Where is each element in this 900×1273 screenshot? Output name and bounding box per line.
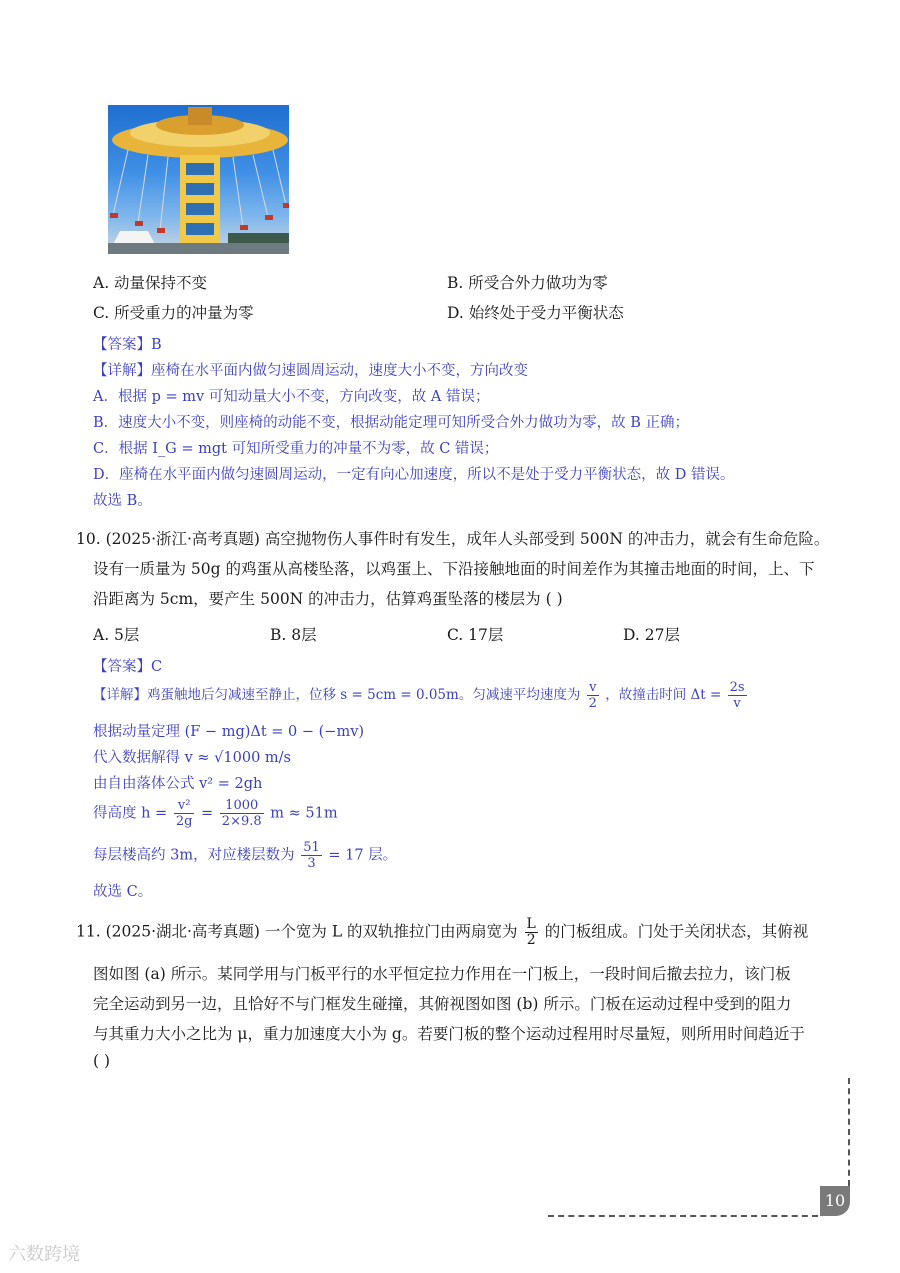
swing-ride-illustration <box>108 105 289 254</box>
fraction <box>525 917 538 948</box>
q11-stem-line: 图如图 (a) 所示。某同学用与门板平行的水平恒定拉力作用在一门板上，一段时间后撤去拉力，该门板 <box>93 965 791 983</box>
fraction-denominator: 2g <box>175 814 193 829</box>
fraction <box>587 680 599 711</box>
fraction-denominator: 3 <box>307 856 316 871</box>
q10-option-c: C. 17层 <box>447 626 504 644</box>
q10-detail-line-4: 由自由落体公式 v² = 2gh <box>93 776 263 792</box>
fraction <box>728 680 747 711</box>
q9-option-d: D. 始终处于受力平衡状态 <box>447 304 624 322</box>
q9-detail-line: B．速度大小不变，则座椅的动能不变，根据动能定理可知所受合外力做功为零，故 B 正确； <box>93 415 690 431</box>
q10-detail-6-text: 每层楼高约 3m，对应楼层数为 <box>93 847 295 864</box>
q11-stem-1-text: 11. (2025·湖北·高考真题) 一个宽为 L 的双轨推拉门由两扇宽为 <box>76 922 518 941</box>
q11-stem-line-1 <box>76 917 808 948</box>
q10-detail-5-post: m ≈ 51m <box>270 805 338 822</box>
q10-option-b: B. 8层 <box>270 626 317 644</box>
dashed-border-horizontal <box>548 1215 818 1217</box>
q10-option-a: A. 5层 <box>93 626 140 644</box>
q11-stem-line: ( ) <box>93 1052 111 1070</box>
q10-detail-line-2: 根据动量定理 (F − mg)Δt = 0 − (−mv) <box>93 724 365 740</box>
q11-stem-1-post: 的门板组成。门处于关闭状态，其俯视 <box>544 922 809 941</box>
fraction <box>220 798 264 829</box>
q10-detail-1-mid: ，故撞击时间 Δt = <box>605 687 722 703</box>
fraction <box>301 840 322 871</box>
q10-detail-5-eq: = <box>201 805 214 822</box>
fraction-denominator: 2 <box>588 696 597 711</box>
q10-option-d: D. 27层 <box>623 626 680 644</box>
dashed-border-vertical <box>848 1078 850 1186</box>
q10-detail-6-post: = 17 层。 <box>328 847 398 864</box>
fraction-numerator: v <box>587 680 599 696</box>
q10-detail-line-5 <box>93 798 338 829</box>
q9-answer: 【答案】B <box>93 337 162 353</box>
q9-detail-line: A．根据 p = mv 可知动量大小不变，方向改变，故 A 错误； <box>93 389 490 405</box>
fraction-denominator: v <box>733 696 741 711</box>
q10-stem-line: 设有一质量为 50g 的鸡蛋从高楼坠落，以鸡蛋上、下沿接触地面的时间差作为其撞击地面的时间，上、下 <box>93 560 815 578</box>
q10-stem-line: 10. (2025·浙江·高考真题) 高空抛物伤人事件时有发生，成年人头部受到 500N 的冲击力，就会有生命危险。 <box>76 530 830 548</box>
q9-detail-line: C．根据 I_G = mgt 可知所受重力的冲量不为零，故 C 错误； <box>93 441 499 457</box>
q10-detail-line-1 <box>93 680 749 711</box>
fraction-numerator: L <box>526 916 536 932</box>
q10-detail-line-6 <box>93 840 397 871</box>
q10-detail-1-text: 【详解】鸡蛋触地后匀减速至静止，位移 s = 5cm = 0.05m。匀减速平均速度为 <box>93 687 581 703</box>
fraction-numerator: 1000 <box>220 798 264 814</box>
q10-detail-line-3: 代入数据解得 v ≈ √1000 m/s <box>93 750 291 766</box>
q9-option-c: C. 所受重力的冲量为零 <box>93 304 254 322</box>
q9-option-b: B. 所受合外力做功为零 <box>447 274 608 292</box>
fraction-denominator: 2 <box>526 932 536 948</box>
watermark-logo: 六数跨境 <box>8 1244 80 1265</box>
q9-detail-line: D．座椅在水平面内做匀速圆周运动，一定有向心加速度，所以不是处于受力平衡状态，故 D 错误。 <box>93 467 735 483</box>
q9-detail-line: 【详解】座椅在水平面内做匀速圆周运动，速度大小不变，方向改变 <box>93 363 528 379</box>
swing-ride-photo <box>108 105 289 254</box>
q10-answer: 【答案】C <box>93 659 163 675</box>
fraction-numerator: 51 <box>303 840 320 855</box>
q9-detail-line: 故选 B。 <box>93 493 152 509</box>
fraction-numerator: v² <box>174 798 195 814</box>
q9-option-a: A. 动量保持不变 <box>93 274 208 292</box>
page-number: 10 <box>820 1186 850 1216</box>
q10-detail-5-text: 得高度 h = <box>93 805 168 822</box>
fraction-denominator: 2×9.8 <box>221 814 262 829</box>
fraction <box>174 798 195 829</box>
q11-stem-line: 完全运动到另一边，且恰好不与门框发生碰撞，其俯视图如图 (b) 所示。门板在运动过程中受到的阻力 <box>93 995 792 1013</box>
fraction-numerator: 2s <box>729 680 745 695</box>
q11-stem-line: 与其重力大小之比为 μ，重力加速度大小为 g。若要门板的整个运动过程用时尽量短，则所用时间趋近于 <box>93 1025 805 1043</box>
q10-stem-line: 沿距离为 5cm，要产生 500N 的冲击力，估算鸡蛋坠落的楼层为 ( ) <box>93 590 563 608</box>
q10-detail-line-7: 故选 C。 <box>93 884 153 900</box>
